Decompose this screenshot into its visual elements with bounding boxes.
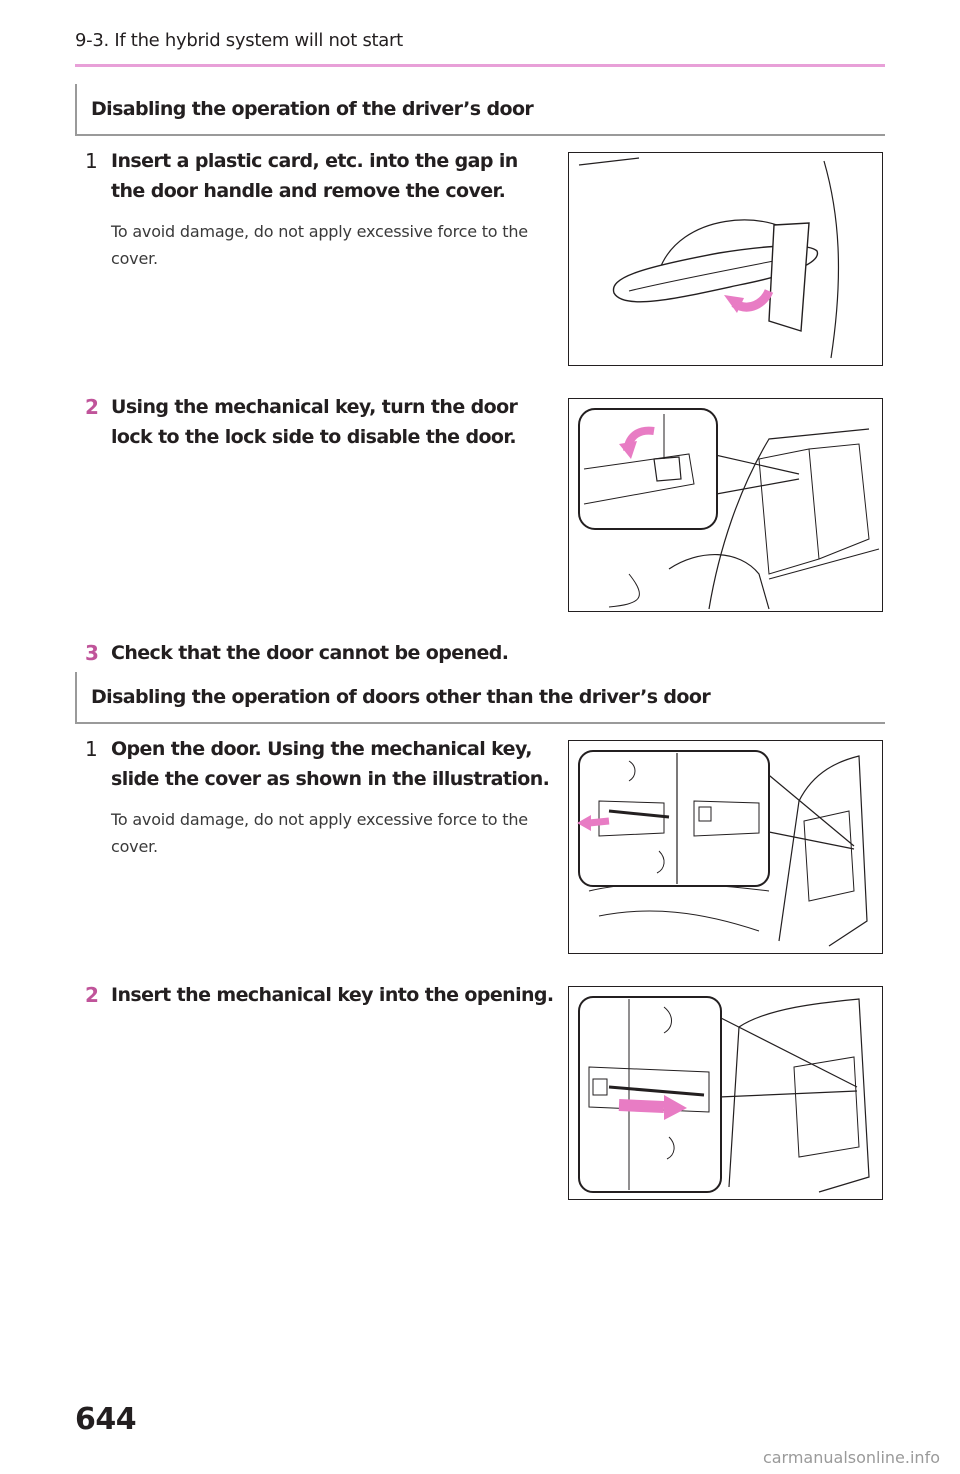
step-text: Open the door. Using the mechanical key, slide the cover as shown in the illustration. — [111, 738, 550, 790]
watermark: carmanualsonline.info — [762, 1448, 940, 1467]
step-text: Insert the mechanical key into the opening. — [111, 984, 554, 1006]
header-rule — [75, 64, 885, 67]
step-2-insert-key — [85, 980, 555, 1010]
step-text: Using the mechanical key, turn the door lock to the lock side to disable the door. — [111, 396, 518, 448]
step-number: 2 — [85, 983, 99, 1007]
step-note: To avoid damage, do not apply excessive force to the cover. — [111, 222, 528, 268]
page-number: 644 — [75, 1402, 137, 1437]
section-heading-drivers-door — [75, 84, 885, 136]
section-heading-text: Disabling the operation of doors other than the driver’s door — [91, 686, 711, 708]
illustration-door-handle-cover — [568, 152, 883, 366]
step-2-turn-lock — [85, 392, 555, 452]
step-3-check-door — [85, 638, 555, 668]
step-number: 1 — [85, 737, 98, 761]
illustration-slide-cover — [568, 740, 883, 954]
step-text: Check that the door cannot be opened. — [111, 642, 509, 664]
step-number: 2 — [85, 395, 99, 419]
chapter-header: 9-3. If the hybrid system will not start — [75, 30, 403, 51]
section-heading-other-doors — [75, 672, 885, 724]
step-1-remove-cover — [85, 146, 555, 206]
illustration-insert-key — [568, 986, 883, 1200]
illustration-door-lock-key — [568, 398, 883, 612]
step-note: To avoid damage, do not apply excessive force to the cover. — [111, 810, 528, 856]
section-heading-text: Disabling the operation of the driver’s door — [91, 98, 534, 120]
step-text: Insert a plastic card, etc. into the gap in the door handle and remove the cover. — [111, 150, 518, 202]
step-number: 1 — [85, 149, 98, 173]
step-number: 3 — [85, 641, 99, 665]
step-1-slide-cover — [85, 734, 555, 794]
